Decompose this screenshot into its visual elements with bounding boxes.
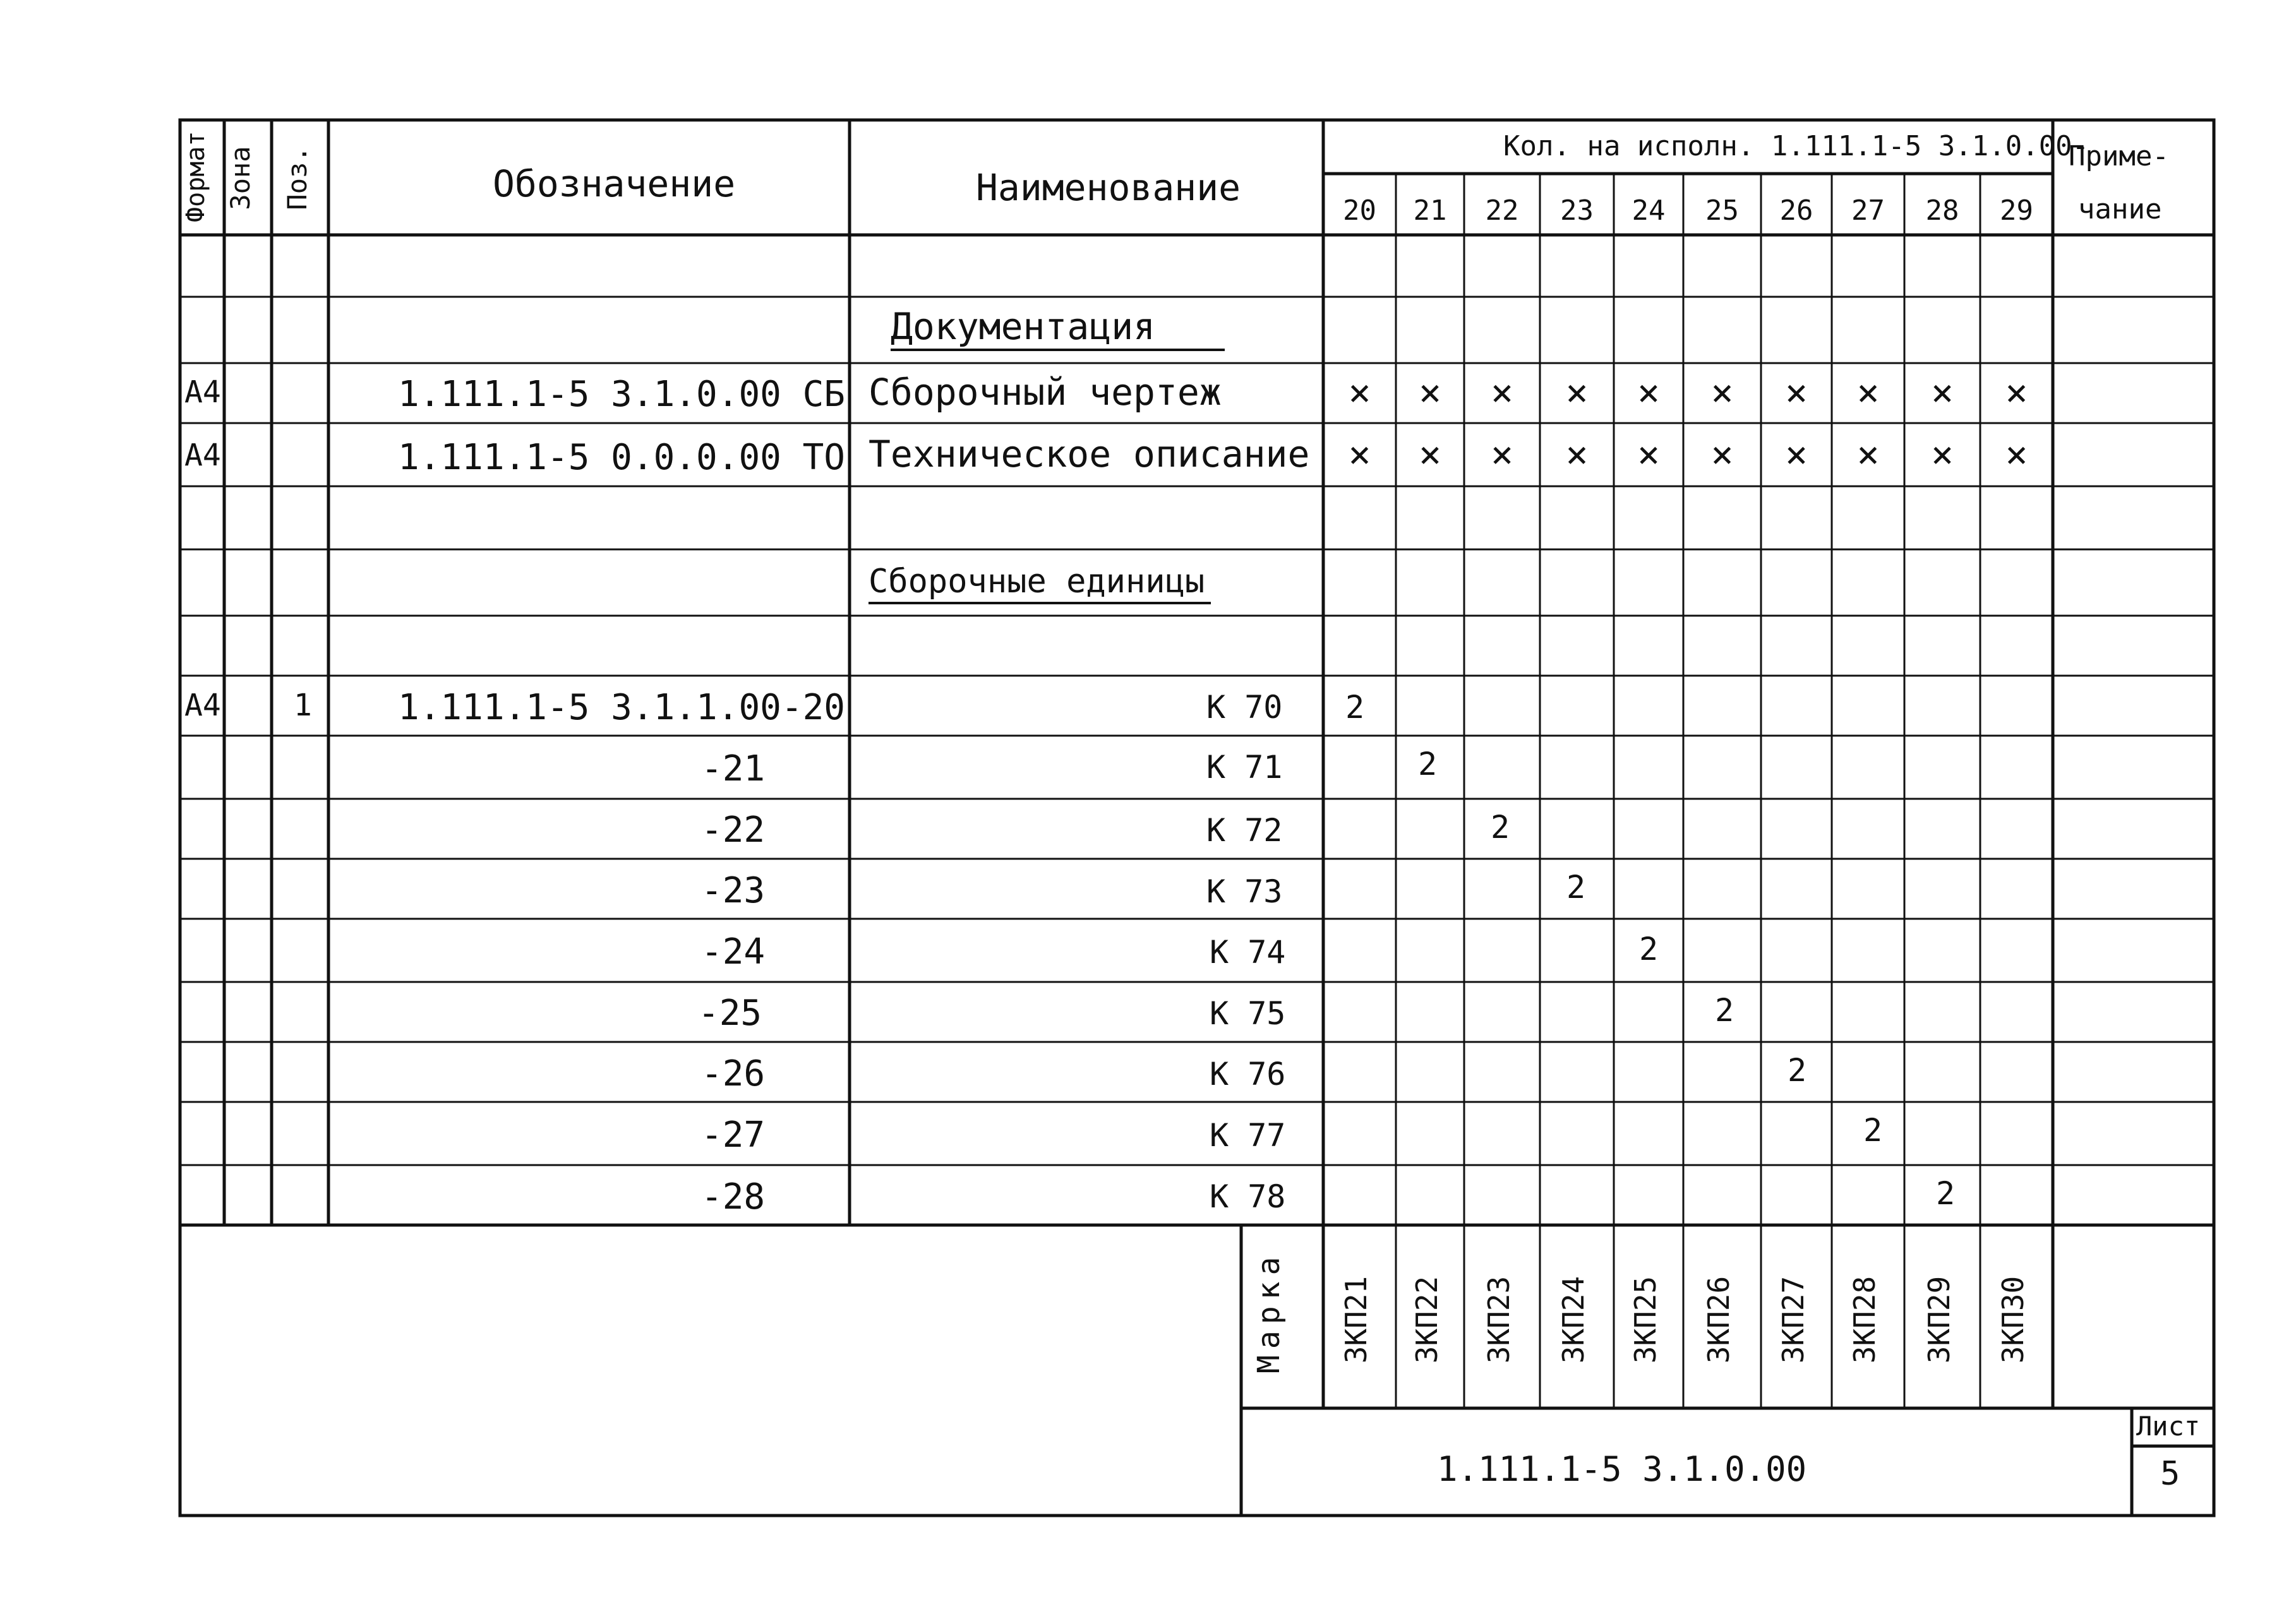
row-qty: 2 <box>1787 1052 1807 1089</box>
variant-mark: × <box>1490 433 1514 477</box>
marka-value: 3КП21 <box>1339 1276 1373 1364</box>
variant-mark: × <box>1565 433 1589 477</box>
row-name: Сборочный чертеж <box>869 371 1222 414</box>
marka-value: 3КП26 <box>1702 1276 1736 1364</box>
row-designation: -28 <box>701 1176 766 1217</box>
variant-header: 26 <box>1779 194 1813 227</box>
row-name: Техническое описание <box>869 433 1310 476</box>
variant-mark: × <box>1784 371 1808 415</box>
row-format: А4 <box>184 374 221 410</box>
header-name: Наименование <box>976 166 1241 209</box>
variant-mark: × <box>1784 433 1808 477</box>
row-designation: -27 <box>701 1115 766 1156</box>
variant-mark: × <box>1856 433 1880 477</box>
variant-mark: × <box>1637 371 1661 415</box>
header-zone: Зона <box>225 146 256 210</box>
row-name: К 72 <box>1206 812 1283 849</box>
variant-mark: × <box>1418 371 1442 415</box>
section-assembly-units: Сборочные единицы <box>869 565 1211 604</box>
row-pos: 1 <box>294 688 312 723</box>
header-qty-title: Кол. на исполн. 1.111.1-5 3.1.0.00- <box>1503 130 2089 162</box>
row-qty: 2 <box>1345 689 1365 726</box>
sheet-number: 5 <box>2160 1455 2180 1493</box>
row-qty: 2 <box>1490 809 1510 846</box>
row-format: А4 <box>184 688 221 723</box>
variant-mark: × <box>1930 371 1954 415</box>
marka-value: 3КП30 <box>1996 1276 2030 1364</box>
variant-mark: × <box>2005 371 2028 415</box>
row-name: К 74 <box>1210 934 1286 971</box>
marka-value: 3КП27 <box>1776 1276 1810 1364</box>
variant-mark: × <box>1490 371 1514 415</box>
row-name: К 70 <box>1206 689 1283 726</box>
row-designation: 1.111.1-5 3.1.1.00-20 <box>398 687 846 728</box>
title-block-code: 1.111.1-5 3.1.0.00 <box>1437 1449 1807 1489</box>
variant-mark: × <box>1348 433 1371 477</box>
row-qty: 2 <box>1863 1112 1883 1149</box>
row-designation: 1.111.1-5 0.0.0.00 ТО <box>398 437 846 478</box>
row-name: К 76 <box>1210 1056 1286 1092</box>
variant-header: 23 <box>1560 194 1594 227</box>
variant-header: 29 <box>2000 194 2033 227</box>
variant-header: 24 <box>1632 194 1666 227</box>
row-name: К 75 <box>1210 995 1286 1032</box>
variant-mark: × <box>1565 371 1589 415</box>
marka-value: 3КП25 <box>1628 1276 1662 1364</box>
row-designation: -21 <box>701 748 766 789</box>
sheet-label: Лист <box>2136 1411 2201 1442</box>
variant-header: 21 <box>1413 194 1447 227</box>
variant-header: 22 <box>1485 194 1519 227</box>
variant-header: 28 <box>1925 194 1959 227</box>
variant-mark: × <box>2005 433 2028 477</box>
row-designation: -24 <box>701 931 766 972</box>
variant-mark: × <box>1710 433 1734 477</box>
row-format: А4 <box>184 438 221 473</box>
header-designation: Обозначение <box>493 162 736 205</box>
row-name: К 78 <box>1210 1178 1286 1215</box>
section-documentation: Документация <box>891 308 1225 351</box>
row-designation: -26 <box>701 1053 766 1094</box>
header-pos: Поз. <box>282 146 313 210</box>
row-qty: 2 <box>1417 746 1438 782</box>
marka-value: 3КП22 <box>1410 1276 1444 1364</box>
row-qty: 2 <box>1935 1175 1956 1212</box>
marka-value: 3КП28 <box>1848 1276 1882 1364</box>
header-note-line2: чание <box>2078 193 2162 225</box>
header-format: Формат <box>181 131 210 222</box>
row-designation: -23 <box>701 870 766 911</box>
variant-mark: × <box>1348 371 1371 415</box>
variant-mark: × <box>1637 433 1661 477</box>
row-designation: -22 <box>701 810 766 851</box>
marka-value: 3КП24 <box>1556 1276 1590 1364</box>
row-name: К 71 <box>1206 749 1283 786</box>
variant-mark: × <box>1710 371 1734 415</box>
header-note-line1: Приме- <box>2069 140 2169 172</box>
marka-value: 3КП23 <box>1482 1276 1516 1364</box>
row-qty: 2 <box>1566 869 1586 906</box>
variant-mark: × <box>1418 433 1442 477</box>
row-name: К 73 <box>1206 873 1283 910</box>
row-designation: -25 <box>698 993 762 1034</box>
marka-label: Марка <box>1251 1250 1287 1373</box>
variant-header: 27 <box>1851 194 1885 227</box>
variant-header: 25 <box>1705 194 1739 227</box>
row-designation: 1.111.1-5 3.1.0.00 СБ <box>398 374 846 415</box>
marka-value: 3КП29 <box>1922 1276 1956 1364</box>
variant-header: 20 <box>1343 194 1376 227</box>
row-name: К 77 <box>1210 1117 1286 1154</box>
variant-mark: × <box>1856 371 1880 415</box>
row-qty: 2 <box>1714 992 1734 1029</box>
variant-mark: × <box>1930 433 1954 477</box>
row-qty: 2 <box>1638 931 1659 967</box>
